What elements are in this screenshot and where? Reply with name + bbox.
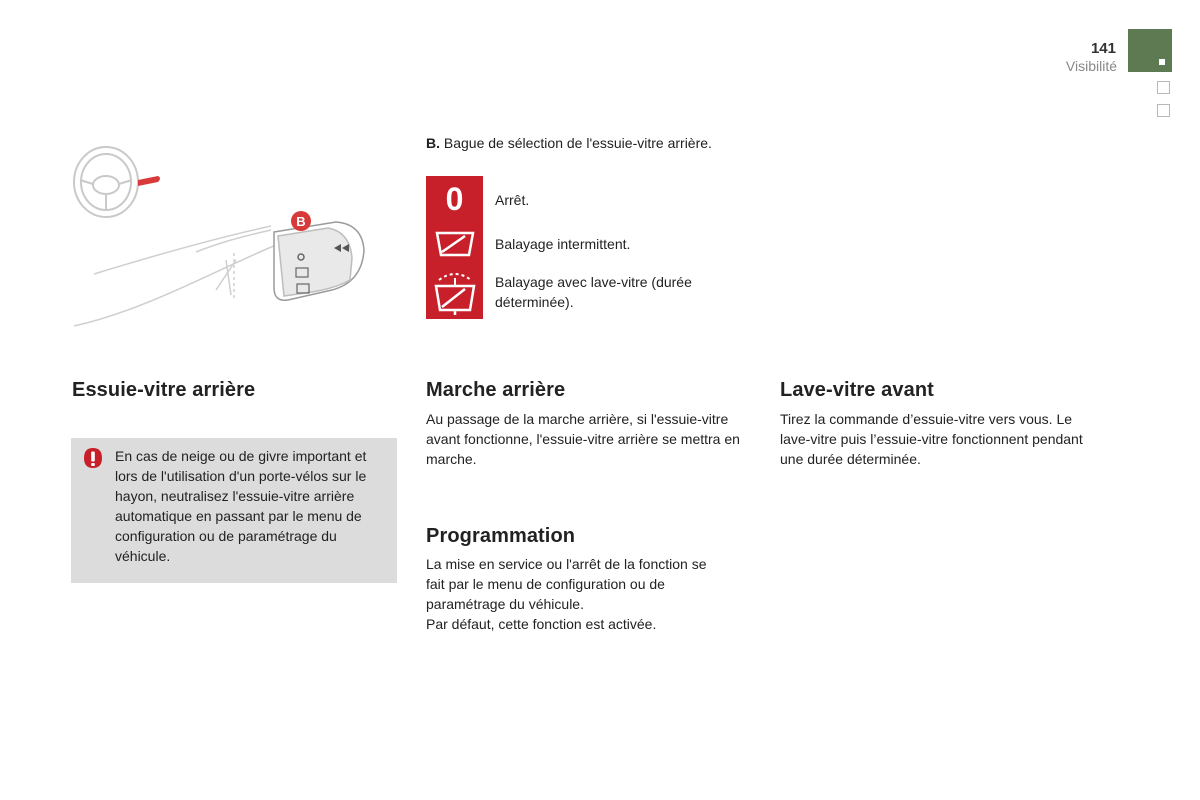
heading-rear-wiper: Essuie-vitre arrière — [72, 379, 256, 401]
legend-icon-column — [426, 176, 483, 319]
page-number: 141 — [1090, 40, 1116, 57]
warning-icon — [83, 447, 103, 469]
legend-item-wash: Balayage avec lave-vitre (durée déterminée). — [495, 274, 692, 310]
heading-front-washer: Lave-vitre avant — [780, 379, 934, 401]
legend-item-intermittent: Balayage intermittent. — [495, 236, 631, 252]
intermittent-wipe-icon — [426, 222, 483, 266]
wiper-stalk-illustration — [66, 140, 376, 335]
section-tab-empty — [1157, 104, 1170, 117]
heading-reverse: Marche arrière — [426, 379, 566, 401]
section-tab — [1128, 29, 1172, 72]
reverse-text: Au passage de la marche arrière, si l'essuie-vitre avant fonctionne, l'essuie-vitre arrière se mettra en marche. — [426, 411, 740, 467]
callout-b-label: B — [296, 214, 306, 229]
rear-wiper-ring — [274, 222, 364, 300]
heading-programming: Programmation — [426, 525, 576, 547]
steering-wheel-icon — [74, 147, 138, 217]
programming-text: La mise en service ou l'arrêt de la fonction se fait par le menu de configuration ou de paramétrage du véhicule. — [426, 556, 707, 612]
section-tab-marker — [1159, 59, 1165, 65]
zero-position-symbol: 0 — [445, 181, 464, 217]
legend-title — [426, 135, 712, 151]
legend-title-text: Bague de sélection de l'essuie-vitre arrière. — [443, 135, 712, 151]
warning-text: En cas de neige ou de givre important et lors de l'utilisation d'un porte-vélos sur le hayon, neutralisez l'essuie-vitre arrière automatique en passant par le menu de configuration ou de paramétrage du véhicule. — [115, 448, 367, 564]
programming-default-text: Par défaut, cette fonction est activée. — [426, 616, 657, 632]
legend-item-stop: Arrêt. — [495, 192, 530, 208]
section-tab-empty — [1157, 81, 1170, 94]
legend-prefix: B. — [426, 135, 440, 151]
zero-position-icon — [426, 176, 483, 222]
wash-wipe-icon — [426, 266, 483, 319]
section-title: Visibilité — [1065, 58, 1117, 74]
front-washer-text: Tirez la commande d’essuie-vitre vers vous. Le lave-vitre puis l’essuie-vitre fonctionnent pendant une durée déterminée. — [780, 411, 1083, 467]
stalk-outline — [74, 226, 276, 326]
stalk-highlight-icon — [138, 176, 160, 186]
